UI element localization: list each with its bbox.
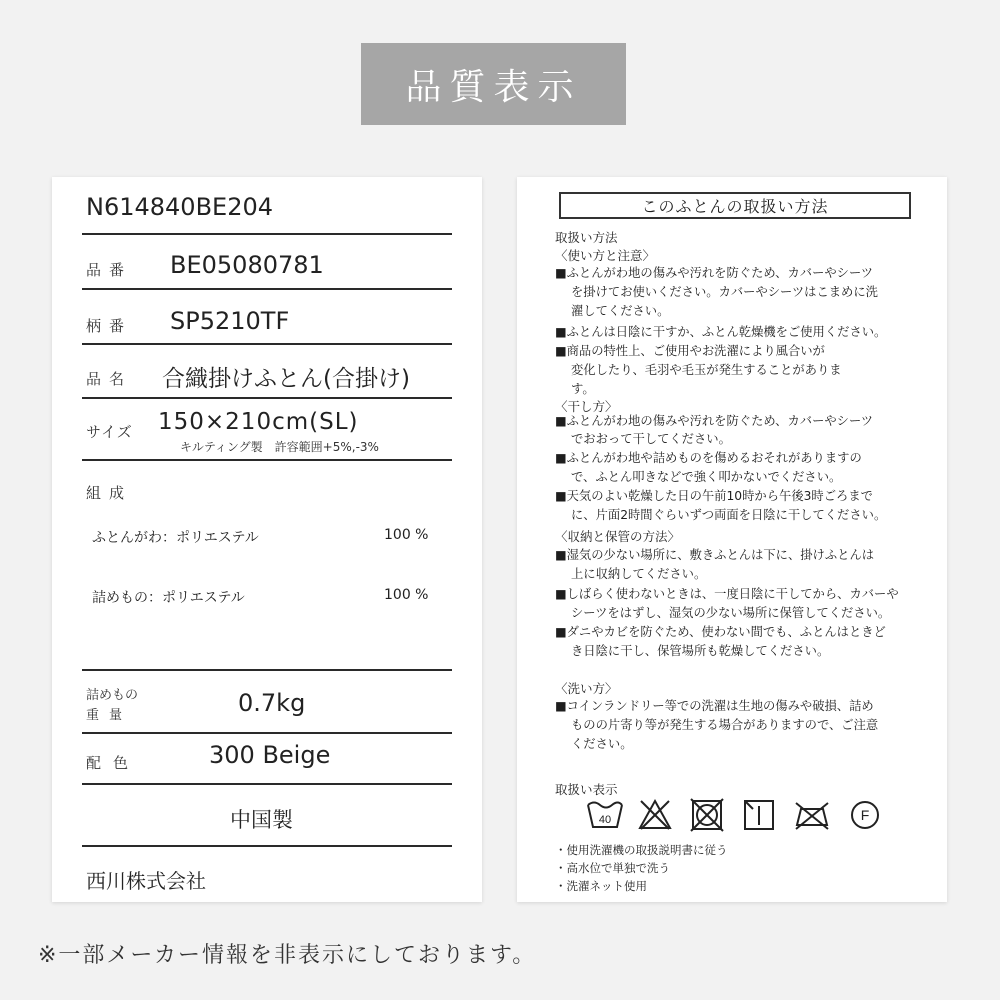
sosei-pct-1: 100 % (384, 527, 429, 543)
use-line: ■商品の特性上、ご使用やお洗濯により風合いが (555, 344, 825, 358)
no-tumble-dry-icon (689, 797, 725, 833)
dry-line: ■ふとんがわ地や詰めものを傷めるおそれがありますの (555, 451, 862, 465)
store-line: き日陰に干し、保管場所も乾燥してください。 (571, 644, 830, 658)
care-heading: 取扱い方法 (555, 230, 618, 245)
use-line: を掛けてお使いください。カバーやシーツはこまめに洗 (571, 285, 878, 299)
use-line: す。 (571, 382, 595, 396)
section-dry: 〈干し方〉 (555, 399, 618, 414)
store-line: 上に収納してください。 (571, 567, 707, 581)
color-label: 配色 (86, 754, 141, 772)
divider (82, 669, 452, 671)
use-line: ■ふとんがわ地の傷みや汚れを防ぐため、カバーやシーツ (555, 266, 874, 280)
wash-line: ください。 (571, 737, 633, 751)
weight-label-1: 詰めもの (86, 688, 139, 703)
store-line: シーツをはずし、湿気の少ない場所に保管してください。 (571, 606, 891, 620)
sosei-pct-2: 100 % (384, 587, 429, 603)
color-value: 300 Beige (209, 741, 331, 769)
size-label: サイズ (86, 423, 133, 441)
store-line: ■ダニやカビを防ぐため、使わない間でも、ふとんはときど (555, 625, 886, 639)
divider (82, 783, 452, 785)
wash-line: ■コインランドリー等での洗濯は生地の傷みや破損、詰め (555, 699, 874, 713)
dry-line: に、片面2時間ぐらいずつ両面を日陰に干してください。 (571, 508, 887, 522)
no-iron-icon (793, 797, 831, 833)
use-line: 変化したり、毛羽や毛玉が発生することがありま (571, 363, 842, 377)
gara-label: 柄番 (86, 317, 133, 335)
care-bullet: ・使用洗濯機の取扱説明書に従う (555, 843, 728, 857)
dry-line: ■天気のよい乾燥した日の午前10時から午後3時ごろまで (555, 489, 873, 503)
maker-name: 西川株式会社 (86, 869, 206, 893)
care-title: このふとんの取扱い方法 (559, 192, 911, 219)
wash-40-icon (585, 797, 625, 833)
care-bullet: ・高水位で単独で洗う (555, 861, 670, 875)
divider (82, 732, 452, 734)
quality-label-tag (52, 177, 482, 902)
use-line: ■ふとんは日陰に干すか、ふとん乾燥機をご使用ください。 (555, 325, 887, 339)
dry-line: で、ふとん叩きなどで強く叩かないでください。 (571, 470, 842, 484)
store-line: ■湿気の少ない場所に、敷きふとんは下に、掛けふとんは (555, 548, 875, 562)
use-line: 濯してください。 (571, 304, 670, 318)
divider (82, 845, 452, 847)
care-symbols (585, 797, 885, 837)
origin-value: 中国製 (230, 808, 293, 832)
hinban-value: BE05080781 (170, 251, 324, 279)
divider (82, 233, 452, 235)
dry-clean-f-icon (847, 797, 883, 833)
dry-line: でおおって干してください。 (571, 432, 731, 446)
product-code: N614840BE204 (86, 193, 274, 221)
weight-label-2: 重量 (86, 708, 133, 723)
store-line: ■しばらく使わないときは、一度日陰に干してから、カバーや (555, 587, 899, 601)
hinmei-label: 品名 (86, 370, 133, 388)
care-instructions-tag (517, 177, 947, 902)
no-bleach-icon (637, 797, 673, 833)
wash-line: ものの片寄り等が発生する場合がありますので、ご注意 (571, 718, 879, 732)
footnote: ※一部メーカー情報を非表示にしております。 (38, 943, 537, 968)
section-store: 〈収納と保管の方法〉 (555, 529, 681, 544)
care-symbols-heading: 取扱い表示 (555, 782, 618, 797)
size-note: キルティング製 許容範囲+5%,-3% (180, 440, 379, 454)
hinmei-value: 合織掛けふとん(合掛け) (162, 366, 410, 392)
wash-temp-text: 40 (598, 814, 612, 826)
divider (82, 459, 452, 461)
divider (82, 397, 452, 399)
page-title-banner: 品質表示 (361, 43, 626, 125)
divider (82, 288, 452, 290)
dry-line: ■ふとんがわ地の傷みや汚れを防ぐため、カバーやシーツ (555, 414, 874, 428)
size-value: 150×210cm(SL) (158, 409, 359, 435)
dry-clean-letter: F (860, 807, 870, 823)
section-wash: 〈洗い方〉 (555, 681, 618, 696)
hinban-label: 品番 (86, 261, 133, 279)
divider (82, 343, 452, 345)
gara-value: SP5210TF (170, 307, 290, 335)
weight-value: 0.7kg (238, 689, 306, 717)
sosei-part-2: 詰めもの：ポリエステル (92, 590, 245, 606)
care-bullet: ・洗濯ネット使用 (555, 879, 647, 893)
line-dry-shade-icon (741, 797, 777, 833)
sosei-label: 組成 (86, 484, 133, 502)
section-use: 〈使い方と注意〉 (555, 248, 656, 263)
sosei-part-1: ふとんがわ：ポリエステル (92, 530, 259, 546)
